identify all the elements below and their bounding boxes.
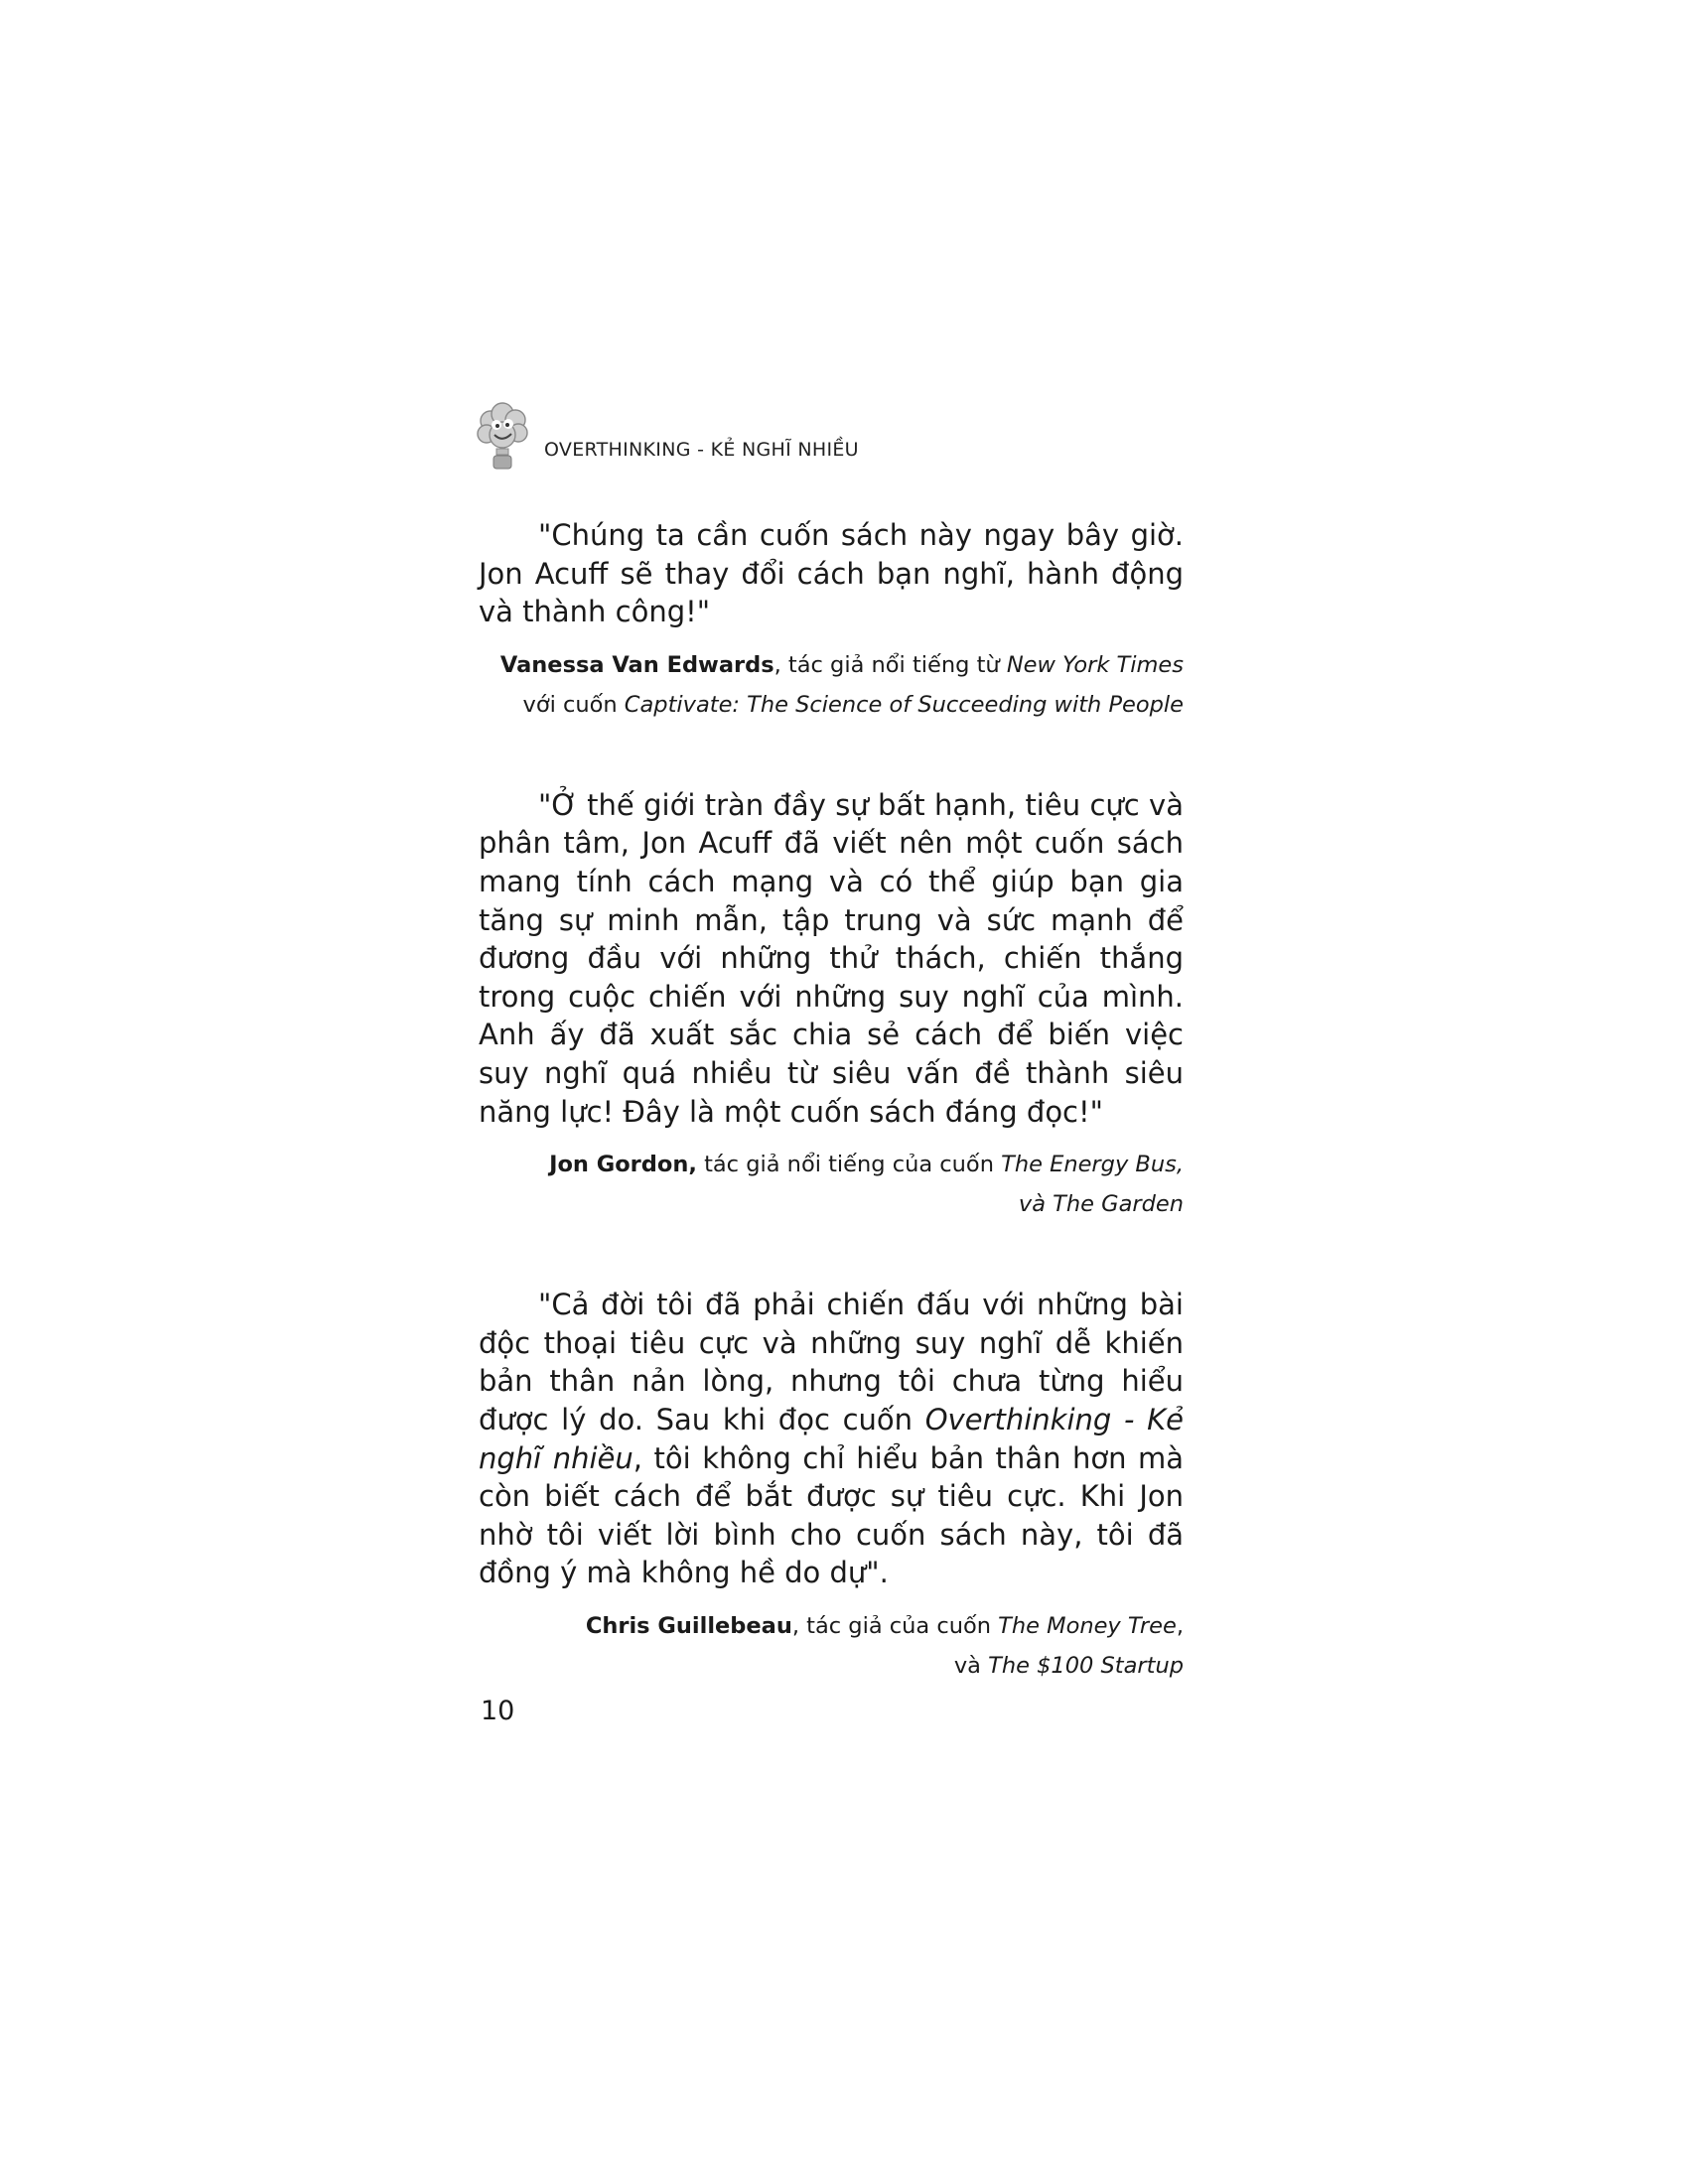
testimonial-attribution bbox=[479, 1145, 1184, 1224]
attribution-book-title: The Money Tree bbox=[998, 1612, 1177, 1639]
page-number: 10 bbox=[481, 1696, 515, 1726]
author-name: Vanessa Van Edwards bbox=[499, 651, 774, 678]
author-name: Jon Gordon, bbox=[549, 1152, 697, 1178]
attribution-text: và bbox=[953, 1652, 989, 1679]
attribution-text: tác giả nổi tiếng của cuốn bbox=[696, 1152, 1002, 1178]
attribution-book-title: và The Garden bbox=[1018, 1191, 1184, 1218]
attribution-book-title: Captivate: The Science of Succeeding with People bbox=[624, 691, 1184, 718]
testimonial-quote bbox=[479, 1286, 1184, 1592]
testimonial-attribution bbox=[479, 645, 1184, 725]
quote-book-title: Overthinking - Kẻ nghĩ nhiều bbox=[479, 1402, 1184, 1475]
attribution-text: , bbox=[1176, 1612, 1184, 1639]
attribution-book-title: The $100 Startup bbox=[988, 1652, 1184, 1679]
testimonial-quote: "Chúng ta cần cuốn sách này ngay bây giờ. Jon Acuff sẽ thay đổi cách bạn nghĩ, hành động và thành công!" bbox=[479, 518, 1184, 629]
testimonial-1 bbox=[479, 516, 1184, 725]
testimonial-3 bbox=[479, 1286, 1184, 1686]
testimonials bbox=[479, 516, 1184, 1686]
smiling-brain-icon bbox=[475, 401, 530, 471]
testimonial-quote: "Ở thế giới tràn đầy sự bất hạnh, tiêu cực và phân tâm, Jon Acuff đã viết nên một cuốn sách mang tính cách mạng và có thể giúp bạn gia tăng sự minh mẫn, tập trung và sức mạnh để đương đầu với những thử thách, chiến thắng trong cuộc chiến với những suy nghĩ của mình. Anh ấy đã xuất sắc chia sẻ cách để biến việc suy nghĩ quá nhiều từ siêu vấn đề thành siêu năng lực! Đây là một cuốn sách đáng đọc!" bbox=[479, 787, 1184, 1129]
running-header bbox=[475, 399, 859, 471]
testimonial-2 bbox=[479, 786, 1184, 1224]
quote-text: , tôi không chỉ hiểu bản thân hơn mà còn biết cách để bắt được sự tiêu cực. Khi Jon nhờ tôi viết lời bình cho cuốn sách này, tôi đã đồng ý mà không hề do dự". bbox=[479, 1440, 1184, 1590]
quote-text: "Cả đời tôi đã phải chiến đấu với những bài độc thoại tiêu cực và những suy nghĩ dễ khiến bản thân nản lòng, nhưng tôi chưa từng hiểu được lý do. Sau khi đọc cuốn bbox=[479, 1288, 1184, 1436]
attribution-text: với cuốn bbox=[522, 691, 625, 718]
attribution-text: , tác giả nổi tiếng từ bbox=[774, 651, 1007, 678]
attribution-text: , tác giả của cuốn bbox=[791, 1612, 999, 1639]
attribution-book-title: The Energy Bus, bbox=[1001, 1152, 1184, 1178]
author-name: Chris Guillebeau bbox=[585, 1612, 792, 1639]
testimonial-attribution bbox=[479, 1606, 1184, 1686]
book-title-header: OVERTHINKING - KẺ NGHĨ NHIỀU bbox=[544, 439, 859, 461]
attribution-publication: New York Times bbox=[1006, 651, 1184, 678]
